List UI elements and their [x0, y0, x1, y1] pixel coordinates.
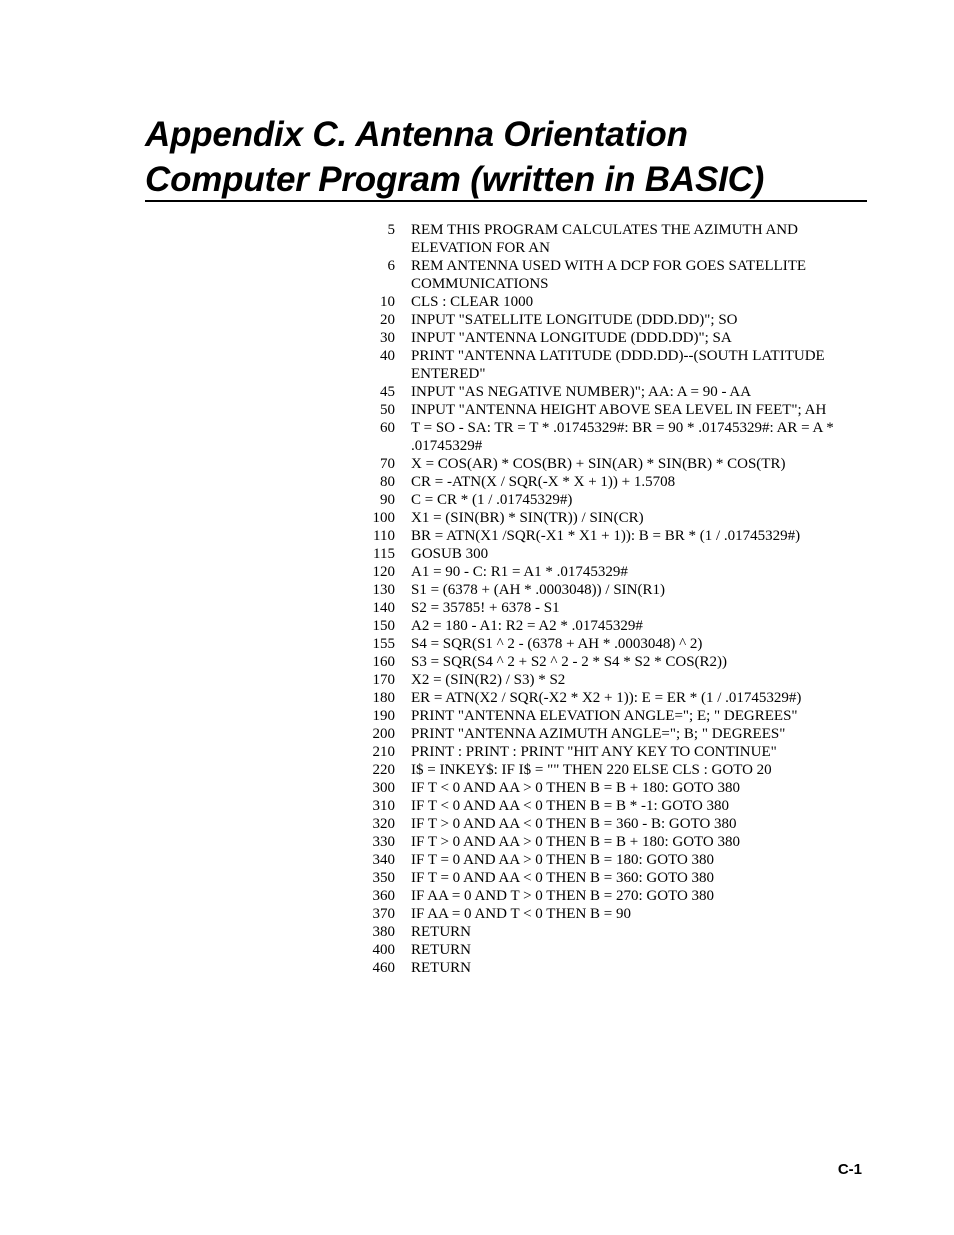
code-statement: RETURN [411, 924, 471, 940]
code-line [355, 671, 865, 689]
code-line [355, 257, 865, 293]
code-line [355, 347, 865, 383]
code-statement: S3 = SQR(S4 ^ 2 + S2 ^ 2 - 2 * S4 * S2 * COS(R2)) [411, 654, 728, 670]
code-statement: IF T = 0 AND AA > 0 THEN B = 180: GOTO 380 [411, 852, 715, 868]
title-divider [145, 200, 867, 202]
code-statement: IF AA = 0 AND T < 0 THEN B = 90 [411, 906, 631, 922]
program-listing [355, 221, 865, 977]
line-number: 20 [380, 312, 395, 328]
code-statement: INPUT "AS NEGATIVE NUMBER)"; AA: A = 90 - AA [411, 384, 752, 400]
line-number: 340 [372, 852, 395, 868]
code-statement: IF T < 0 AND AA < 0 THEN B = B * -1: GOTO 380 [411, 798, 730, 814]
code-line [355, 293, 865, 311]
code-statement: S2 = 35785! + 6378 - S1 [411, 600, 560, 616]
code-line [355, 563, 865, 581]
line-number: 320 [372, 816, 395, 832]
code-line [355, 815, 865, 833]
code-statement: X1 = (SIN(BR) * SIN(TR)) / SIN(CR) [411, 510, 644, 526]
page-title [145, 112, 867, 202]
code-statement: X2 = (SIN(R2) / S3) * S2 [411, 672, 566, 688]
code-line [355, 383, 865, 401]
code-line [355, 833, 865, 851]
line-number: 30 [380, 330, 395, 346]
line-number: 120 [372, 564, 395, 580]
line-number: 200 [372, 726, 395, 742]
code-line [355, 761, 865, 779]
line-number: 10 [380, 294, 395, 310]
code-statement: IF AA = 0 AND T > 0 THEN B = 270: GOTO 380 [411, 888, 715, 904]
line-number: 45 [380, 384, 395, 400]
code-statement: C = CR * (1 / .01745329#) [411, 492, 573, 508]
code-line [355, 635, 865, 653]
code-line [355, 743, 865, 761]
code-statement: I$ = INKEY$: IF I$ = "" THEN 220 ELSE CLS : GOTO 20 [411, 762, 772, 778]
line-number: 115 [373, 546, 395, 562]
code-line [355, 329, 865, 347]
code-line [355, 491, 865, 509]
code-line [355, 527, 865, 545]
code-statement: A2 = 180 - A1: R2 = A2 * .01745329# [411, 618, 643, 634]
line-number: 400 [372, 942, 395, 958]
line-number: 370 [372, 906, 395, 922]
line-number: 160 [372, 654, 395, 670]
line-number: 90 [380, 492, 395, 508]
line-number: 6 [387, 258, 395, 274]
code-statement: BR = ATN(X1 /SQR(-X1 * X1 + 1)): B = BR * (1 / .01745329#) [411, 528, 801, 544]
code-line [355, 725, 865, 743]
code-line [355, 779, 865, 797]
code-line [355, 887, 865, 905]
code-statement: IF T < 0 AND AA > 0 THEN B = B + 180: GOTO 380 [411, 780, 741, 796]
line-number: 350 [372, 870, 395, 886]
code-line [355, 617, 865, 635]
line-number: 130 [372, 582, 395, 598]
code-statement: RETURN [411, 942, 471, 958]
code-statement: REM THIS PROGRAM CALCULATES THE AZIMUTH AND ELEVATION FOR AN [411, 222, 798, 256]
code-line [355, 599, 865, 617]
code-statement: ER = ATN(X2 / SQR(-X2 * X2 + 1)): E = ER * (1 / .01745329#) [411, 690, 802, 706]
line-number: 110 [373, 528, 395, 544]
code-line [355, 455, 865, 473]
line-number: 70 [380, 456, 395, 472]
line-number: 380 [372, 924, 395, 940]
line-number: 60 [380, 420, 395, 436]
page-title-line-1: Appendix C. Antenna Orientation [145, 115, 688, 154]
line-number: 155 [372, 636, 395, 652]
code-line [355, 689, 865, 707]
code-statement: IF T > 0 AND AA > 0 THEN B = B + 180: GOTO 380 [411, 834, 741, 850]
line-number: 300 [372, 780, 395, 796]
code-statement: INPUT "ANTENNA HEIGHT ABOVE SEA LEVEL IN FEET"; AH [411, 402, 827, 418]
code-line [355, 473, 865, 491]
code-statement: T = SO - SA: TR = T * .01745329#: BR = 90 * .01745329#: AR = A * .01745329# [411, 420, 834, 454]
code-line [355, 221, 865, 257]
line-number: 180 [372, 690, 395, 706]
code-statement: PRINT "ANTENNA ELEVATION ANGLE="; E; " DEGREES" [411, 708, 798, 724]
line-number: 100 [372, 510, 395, 526]
code-line [355, 545, 865, 563]
code-statement: INPUT "ANTENNA LONGITUDE (DDD.DD)"; SA [411, 330, 732, 346]
code-line [355, 419, 865, 455]
line-number: 50 [380, 402, 395, 418]
code-line [355, 797, 865, 815]
code-statement: INPUT "SATELLITE LONGITUDE (DDD.DD)"; SO [411, 312, 738, 328]
code-line [355, 959, 865, 977]
code-statement: CLS : CLEAR 1000 [411, 294, 534, 310]
line-number: 360 [372, 888, 395, 904]
code-statement: A1 = 90 - C: R1 = A1 * .01745329# [411, 564, 628, 580]
code-statement: IF T = 0 AND AA < 0 THEN B = 360: GOTO 380 [411, 870, 715, 886]
code-statement: GOSUB 300 [411, 546, 489, 562]
code-line [355, 905, 865, 923]
page-number: C-1 [837, 1161, 862, 1178]
code-statement: REM ANTENNA USED WITH A DCP FOR GOES SATELLITE COMMUNICATIONS [411, 258, 807, 292]
code-line [355, 869, 865, 887]
line-number: 210 [372, 744, 395, 760]
line-number: 5 [387, 222, 395, 238]
line-number: 80 [380, 474, 395, 490]
code-statement: CR = -ATN(X / SQR(-X * X + 1)) + 1.5708 [411, 474, 676, 490]
code-line [355, 923, 865, 941]
line-number: 190 [372, 708, 395, 724]
code-statement: X = COS(AR) * COS(BR) + SIN(AR) * SIN(BR) * COS(TR) [411, 456, 786, 472]
code-statement: PRINT : PRINT : PRINT "HIT ANY KEY TO CONTINUE" [411, 744, 777, 760]
code-statement: RETURN [411, 960, 471, 976]
page-title-line-2: Computer Program (written in BASIC) [145, 160, 765, 199]
code-statement: PRINT "ANTENNA AZIMUTH ANGLE="; B; " DEGREES" [411, 726, 786, 742]
line-number: 170 [372, 672, 395, 688]
code-line [355, 401, 865, 419]
code-line [355, 581, 865, 599]
code-line [355, 311, 865, 329]
line-number: 40 [380, 348, 395, 364]
code-line [355, 707, 865, 725]
code-statement: IF T > 0 AND AA < 0 THEN B = 360 - B: GOTO 380 [411, 816, 737, 832]
code-line [355, 941, 865, 959]
line-number: 460 [372, 960, 395, 976]
line-number: 140 [372, 600, 395, 616]
code-line [355, 653, 865, 671]
code-line [355, 509, 865, 527]
code-line [355, 851, 865, 869]
line-number: 220 [372, 762, 395, 778]
code-statement: PRINT "ANTENNA LATITUDE (DDD.DD)--(SOUTH LATITUDE ENTERED" [411, 348, 825, 382]
line-number: 310 [372, 798, 395, 814]
code-statement: S1 = (6378 + (AH * .0003048)) / SIN(R1) [411, 582, 665, 598]
line-number: 150 [372, 618, 395, 634]
code-statement: S4 = SQR(S1 ^ 2 - (6378 + AH * .0003048) ^ 2) [411, 636, 703, 652]
line-number: 330 [372, 834, 395, 850]
